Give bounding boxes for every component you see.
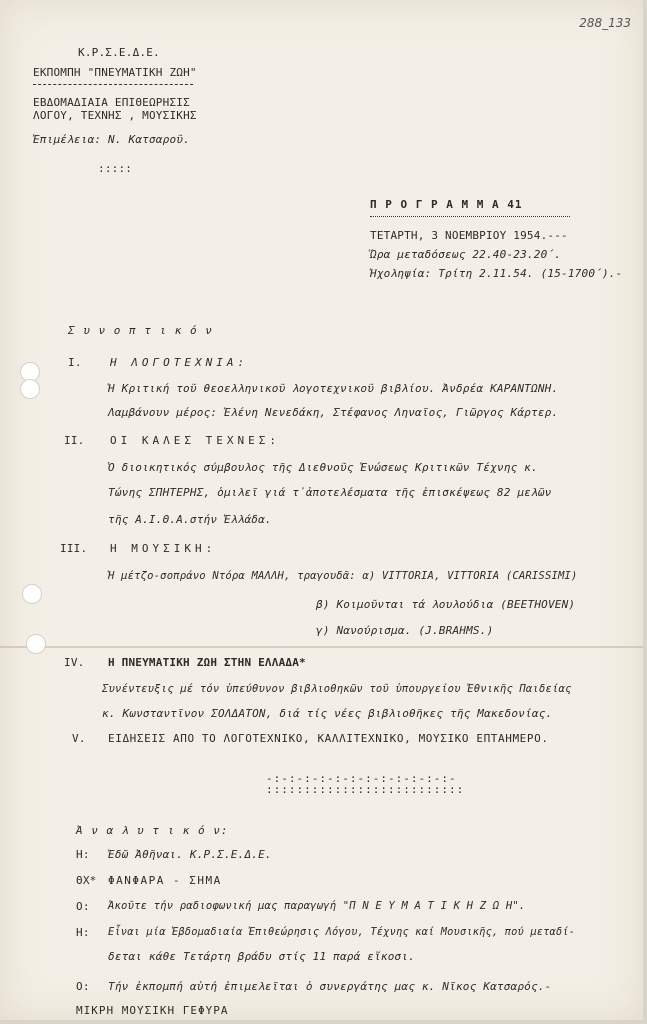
recording-info: Ἠχοληψία: Τρίτη 2.11.54. (15-1700΄).- [370,267,623,280]
header-marker: ::::: [98,162,133,175]
script-line: δεται κάθε Τετάρτη βράδυ στίς 11 παρά εἴκοσι. [108,950,416,963]
section-title: Η ΜΟΥΣΙΚΗ: [110,542,217,555]
divider: :::::::::::::::::::::::::: [266,783,465,796]
section-title: Η ΠΝΕΥΜΑΤΙΚΗ ΖΩΗ ΣΤΗΝ ΕΛΛΑΔΑ* [108,656,306,669]
page-fold [0,646,643,648]
punch-hole [26,634,46,654]
program-rule [370,216,570,217]
subtitle-line-2: ΛΟΓΟΥ, ΤΕΧΝΗΣ , ΜΟΥΣΙΚΗΣ [33,109,197,122]
script-line: Εἶναι μία Ἑβδομαδιαία Ἐπιθεώρησις Λόγου, Τέχνης καί Μουσικῆς, πού μεταδί- [108,926,576,938]
section-text: β) Κοιμοῦνται τά λουλούδια (BEETHOVEN) [316,598,576,611]
section-title: Η ΛΟΓΟΤΕΧΝΙΑ: [110,356,249,369]
speaker-label: Η: [76,848,90,861]
section-number: IV. [64,656,85,669]
speaker-label: ΘΧ* [76,874,97,887]
section-text: Ἡ μέτζο-σοπράνο Ντόρα ΜΑΛΛΗ, τραγουδᾶ: α) VITTORIA, VITTORIA (CARISSIMI) [108,570,578,582]
section-number: Ι. [68,356,82,369]
analysis-heading: Ἀ ν α λ υ τ ι κ ό ν: [76,824,229,837]
section-text: κ. Κωνσταντῖνον ΣΟΛΔΑΤΟΝ, διά τίς νέες βιβλιοθῆκες τῆς Μακεδονίας. [102,707,553,720]
broadcast-time: Ὥρα μεταδόσεως 22.40-23.20΄. [370,248,562,261]
speaker-label: Η: [76,926,90,939]
program-title: Π Ρ Ο Γ Ρ Α Μ Μ Α 41 [370,198,523,211]
section-text: Τώνης ΣΠΗΤΕΡΗΣ, ὁμιλεῖ γιά τ᾽ἀποτελέσματα τῆς ἐπισκέψεως 82 μελῶν [108,486,552,499]
punch-hole [20,379,40,399]
script-line: ΦΑΝΦΑΡΑ - ΣΗΜΑ [108,874,222,887]
speaker-label: Ο: [76,900,90,913]
editor-credit: Ἐπιμέλεια: Ν. Κατσαροῦ. [33,133,190,146]
org-name: Κ.Ρ.Σ.Ε.Δ.Ε. [78,46,160,59]
script-line: Ἀκοῦτε τήν ραδιοφωνική μας παραγωγή "Π Ν Ε Υ Μ Α Τ Ι Κ Η Ζ Ω Η". [108,900,526,912]
footer-heading: ΜΙΚΡΗ ΜΟΥΣΙΚΗ ΓΕΦΥΡΑ [76,1004,229,1017]
section-text: τῆς Α.Ι.Θ.Α.στήν Ἑλλάδα. [108,513,272,526]
show-name: ΕΚΠΟΜΠΗ "ΠΝΕΥΜΑΤΙΚΗ ΖΩΗ" [33,66,197,79]
divider: -:-:-:-:-:-:-:-:-:-:-:-:- [266,772,457,785]
subtitle-line-1: ΕΒΔΟΜΑΔΙΑΙΑ ΕΠΙΘΕΩΡΗΣΙΣ [33,96,190,109]
header-rule [33,84,193,85]
section-number: ΙΙΙ. [60,542,88,555]
section-title: ΟΙ ΚΑΛΕΣ ΤΕΧΝΕΣ: [110,434,280,447]
program-date: ΤΕΤΑΡΤΗ, 3 ΝΟΕΜΒΡΙΟΥ 1954.--- [370,229,568,242]
section-text: Συνέντευξις μέ τόν ὑπεύθυνον βιβλιοθηκῶν τοῦ ὑπουργείου Ἐθνικῆς Παιδείας [102,683,572,695]
section-text: Λαμβάνουν μέρος: Ἐλένη Νενεδάκη, Στέφανος Ληναῖος, Γιῶργος Κάρτερ. [108,406,559,419]
summary-heading: Σ υ ν ο π τ ι κ ό ν [68,324,213,337]
punch-hole [22,584,42,604]
script-line: Ἐδῶ Ἀθῆναι. Κ.Ρ.Σ.Ε.Δ.Ε. [108,848,272,861]
section-text: Ὁ διοικητικός σύμβουλος τῆς Διεθνοῦς Ἑνώσεως Κριτικῶν Τέχνης κ. [108,461,538,474]
document-reference: 288_133 [579,16,631,30]
section-text: Ἡ Κριτική τοῦ θεοελληνικοῦ λογοτεχνικοῦ βιβλίου. Ἀνδρέα ΚΑΡΑΝΤΩΝΗ. [108,382,559,395]
script-line: Τήν ἐκπομπή αὐτή ἐπιμελεῖται ὁ συνεργάτης μας κ. Νῖκος Κατσαρός.- [108,980,552,993]
section-number: ΙΙ. [64,434,85,447]
section-text: γ) Νανούρισμα. (J.BRAHMS.) [316,624,494,637]
section-number: V. [72,732,86,745]
section-title: ΕΙΔΗΣΕΙΣ ΑΠΟ ΤΟ ΛΟΓΟΤΕΧΝΙΚΟ, ΚΑΛΛΙΤΕΧΝΙΚΟ, ΜΟΥΣΙΚΟ ΕΠΤΑΗΜΕΡΟ. [108,732,549,745]
speaker-label: Ο: [76,980,90,993]
